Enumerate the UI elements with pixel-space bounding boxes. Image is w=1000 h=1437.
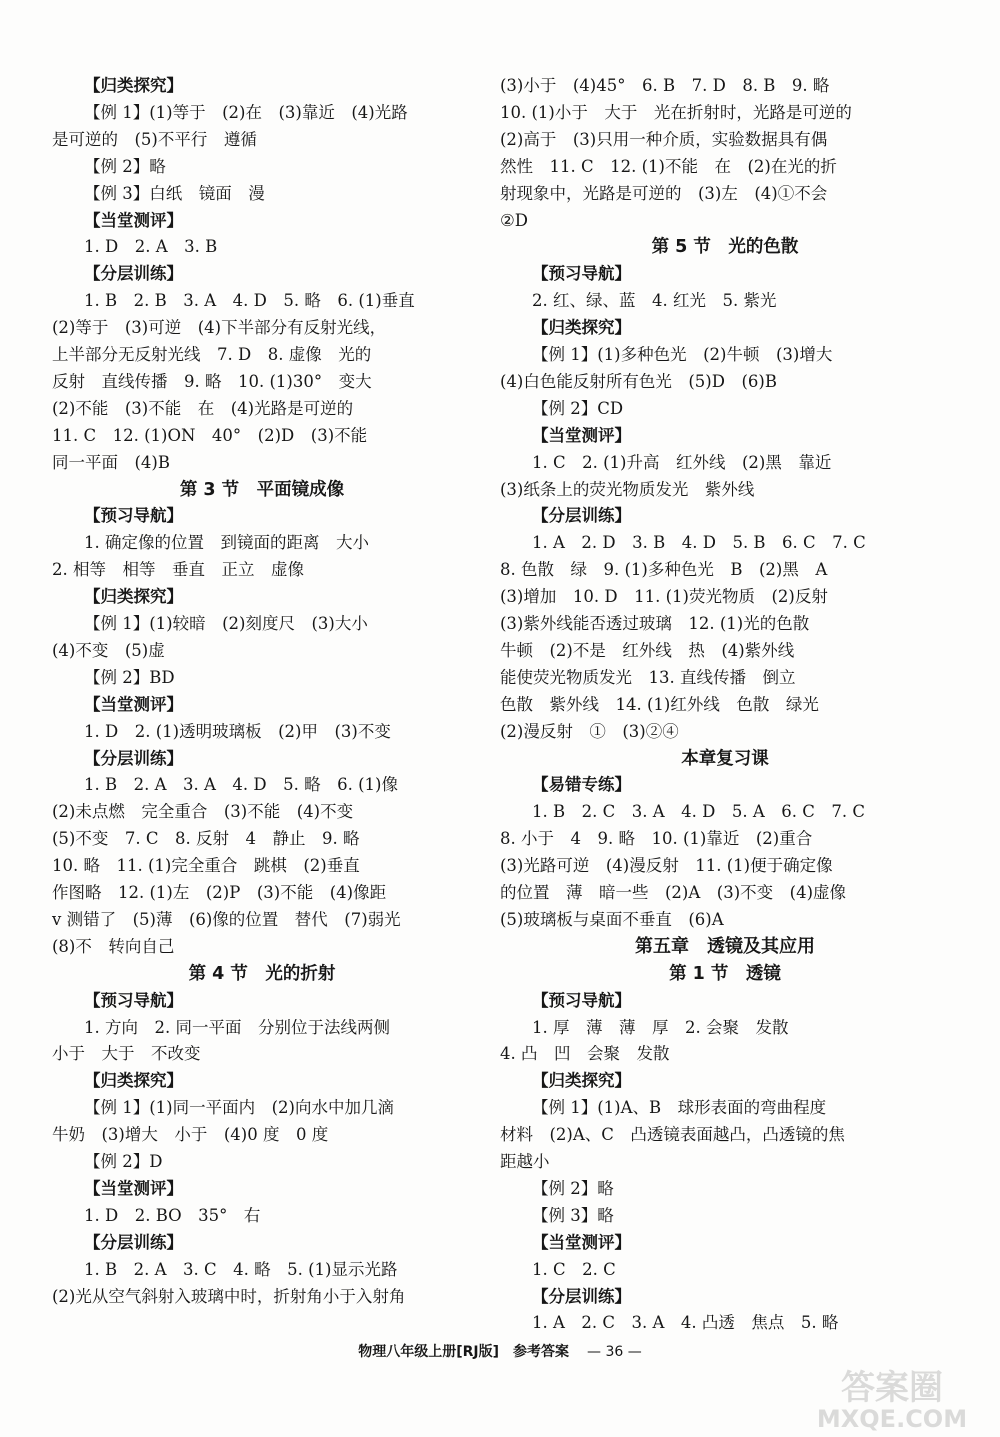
answer-line: 【例 2】略 <box>84 156 166 176</box>
answer-line: (3)光路可逆 (4)漫反射 11. (1)便于确定像 <box>500 856 833 876</box>
answer-line: 色散 紫外线 14. (1)红外线 色散 绿光 <box>500 694 819 714</box>
answer-line: (5)不变 7. C 8. 反射 4 静止 9. 略 <box>52 829 360 849</box>
subsection-heading: 【分层训练】 <box>84 264 183 284</box>
answer-line: 1. A 2. C 3. A 4. 凸透 焦点 5. 略 <box>532 1313 839 1333</box>
answer-line: (3)紫外线能否透过玻璃 12. (1)光的色散 <box>500 614 810 633</box>
page-footer <box>0 1340 1000 1364</box>
subsection-heading: 【当堂测评】 <box>84 694 183 714</box>
subsection-heading: 【预习导航】 <box>84 990 183 1010</box>
subsection-heading: 【归类探究】 <box>532 1071 631 1091</box>
subsection-heading: 【归类探究】 <box>84 1071 183 1091</box>
watermark-top-text: 答案圈 <box>841 1368 943 1408</box>
answer-line: 【例 2】BD <box>84 667 175 687</box>
answer-line: 8. 色散 绿 9. (1)多种色光 B (2)黑 A <box>500 560 828 580</box>
answer-line: 【例 3】白纸 镜面 漫 <box>84 183 265 203</box>
subsection-heading: 【预习导航】 <box>84 506 183 526</box>
subsection-heading: 【归类探究】 <box>84 587 183 607</box>
answer-line: 牛奶 (3)增大 小于 (4)0 度 0 度 <box>52 1125 329 1145</box>
section-title: 本章复习课 <box>681 748 769 769</box>
answer-line: 4. 凸 凹 会聚 发散 <box>500 1044 670 1064</box>
section-title: 第 4 节 光的折射 <box>188 963 336 984</box>
answer-line: (8)不 转向自己 <box>52 936 175 956</box>
answer-line: 【例 2】D <box>84 1152 163 1171</box>
section-title: 第 1 节 透镜 <box>669 963 781 984</box>
subsection-heading: 【当堂测评】 <box>84 210 183 230</box>
subsection-heading: 【预习导航】 <box>532 990 631 1010</box>
answer-line: v 测错了 (5)薄 (6)像的位置 替代 (7)弱光 <box>52 909 401 929</box>
answer-line: 然性 11. C 12. (1)不能 在 (2)在光的折 <box>500 156 837 176</box>
section-title: 第 3 节 平面镜成像 <box>179 479 345 500</box>
answer-line: 1. D 2. (1)透明玻璃板 (2)甲 (3)不变 <box>84 721 391 741</box>
answer-line: 【例 2】略 <box>532 1178 614 1198</box>
answer-line: 2. 红、绿、蓝 4. 红光 5. 紫光 <box>532 291 777 311</box>
answer-line: 【例 1】(1)等于 (2)在 (3)靠近 (4)光路 <box>84 102 408 122</box>
answer-line: 1. 方向 2. 同一平面 分别位于法线两侧 <box>84 1017 390 1037</box>
answer-line: 的位置 薄 暗一些 (2)A (3)不变 (4)虚像 <box>500 883 847 902</box>
answer-line: 1. 确定像的位置 到镜面的距离 大小 <box>84 533 369 553</box>
answer-line: (2)不能 (3)不能 在 (4)光路是可逆的 <box>52 398 354 418</box>
answer-line: 10. 略 11. (1)完全重合 跳棋 (2)垂直 <box>52 856 360 876</box>
subsection-heading: 【当堂测评】 <box>84 1178 183 1198</box>
subsection-heading: 【归类探究】 <box>84 76 183 95</box>
subsection-heading: 【分层训练】 <box>84 748 183 768</box>
answer-line: 2. 相等 相等 垂直 正立 虚像 <box>52 560 304 580</box>
answer-line: 1. B 2. A 3. A 4. D 5. 略 6. (1)像 <box>84 775 398 795</box>
answer-line: (4)不变 (5)虚 <box>52 640 165 660</box>
chapter-title: 第五章 透镜及其应用 <box>635 935 815 957</box>
subsection-heading: 【分层训练】 <box>532 1286 631 1306</box>
answer-line: 1. D 2. A 3. B <box>84 237 218 257</box>
answer-line: 【例 1】(1)同一平面内 (2)向水中加几滴 <box>84 1098 394 1118</box>
answer-line: 距越小 <box>500 1152 550 1171</box>
footer-label: 物理八年级上册[RJ版] 参考答案 <box>358 1344 570 1360</box>
answer-line: 【例 2】CD <box>532 398 624 418</box>
answer-line: 11. C 12. (1)ON 40° (2)D (3)不能 <box>52 425 368 445</box>
subsection-heading: 【当堂测评】 <box>532 1232 631 1252</box>
answer-line: (2)漫反射 ① (3)②④ <box>500 721 679 741</box>
answer-line: (2)未点燃 完全重合 (3)不能 (4)不变 <box>52 802 354 822</box>
answer-line: 同一平面 (4)B <box>52 452 170 472</box>
answer-line: 牛顿 (2)不是 红外线 热 (4)紫外线 <box>500 640 795 660</box>
answer-line: 射现象中，光路是可逆的 (3)左 (4)①不会 <box>500 183 828 203</box>
section-title: 第 5 节 光的色散 <box>651 237 799 258</box>
answer-line: (4)白色能反射所有色光 (5)D (6)B <box>500 371 777 391</box>
watermark-logo <box>790 1365 995 1433</box>
subsection-heading: 【归类探究】 <box>532 318 631 338</box>
answer-line: (2)高于 (3)只用一种介质，实验数据具有偶 <box>500 129 828 149</box>
answer-line: 8. 小于 4 9. 略 10. (1)靠近 (2)重合 <box>500 829 813 849</box>
answer-line: (3)小于 (4)45° 6. B 7. D 8. B 9. 略 <box>500 76 830 95</box>
answer-line: 上半部分无反射光线 7. D 8. 虚像 光的 <box>52 345 372 364</box>
answer-line: 【例 3】略 <box>532 1205 614 1225</box>
answer-line: 1. 厚 薄 薄 厚 2. 会聚 发散 <box>532 1017 789 1037</box>
page-number: — 36 — <box>587 1344 642 1360</box>
answer-line: 1. C 2. (1)升高 红外线 (2)黑 靠近 <box>532 452 832 472</box>
answer-line: ②D <box>500 210 529 230</box>
answer-line: 【例 1】(1)较暗 (2)刻度尺 (3)大小 <box>84 614 368 633</box>
answer-line: (3)纸条上的荧光物质发光 紫外线 <box>500 479 755 499</box>
watermark-bottom-text: MXQE.COM <box>816 1405 968 1433</box>
subsection-heading: 【易错专练】 <box>532 775 631 795</box>
answer-line: 【例 1】(1)多种色光 (2)牛顿 (3)增大 <box>532 345 833 364</box>
answer-line: 1. A 2. D 3. B 4. D 5. B 6. C 7. C <box>532 533 866 553</box>
answer-line: 1. C 2. C <box>532 1259 616 1279</box>
answer-line: (2)等于 (3)可逆 (4)下半部分有反射光线， <box>52 318 387 338</box>
answer-line: 小于 大于 不改变 <box>52 1044 201 1064</box>
answer-line: (3)增加 10. D 11. (1)荧光物质 (2)反射 <box>500 587 828 607</box>
answer-line: (5)玻璃板与桌面不垂直 (6)A <box>500 909 724 929</box>
subsection-heading: 【分层训练】 <box>532 506 631 526</box>
answer-line: (2)光从空气斜射入玻璃中时，折射角小于入射角 <box>52 1286 406 1306</box>
answer-line: 能使荧光物质发光 13. 直线传播 倒立 <box>500 667 796 687</box>
subsection-heading: 【分层训练】 <box>84 1232 183 1252</box>
answer-line: 1. B 2. B 3. A 4. D 5. 略 6. (1)垂直 <box>84 291 415 311</box>
answer-line: 是可逆的 (5)不平行 遵循 <box>52 129 257 149</box>
subsection-heading: 【当堂测评】 <box>532 425 631 445</box>
answer-line: 1. B 2. A 3. C 4. 略 5. (1)显示光路 <box>84 1259 398 1279</box>
answer-line: 10. (1)小于 大于 光在折射时，光路是可逆的 <box>500 102 852 122</box>
subsection-heading: 【预习导航】 <box>532 264 631 284</box>
answer-line: 1. D 2. BO 35° 右 <box>84 1205 261 1225</box>
answer-line: 材料 (2)A、C 凸透镜表面越凸，凸透镜的焦 <box>500 1125 845 1145</box>
answer-line: 作图略 12. (1)左 (2)P (3)不能 (4)像距 <box>52 883 387 902</box>
answer-line: 【例 1】(1)A、B 球形表面的弯曲程度 <box>532 1098 827 1118</box>
answer-line: 1. B 2. C 3. A 4. D 5. A 6. C 7. C <box>532 802 865 822</box>
answer-line: 反射 直线传播 9. 略 10. (1)30° 变大 <box>52 371 372 391</box>
